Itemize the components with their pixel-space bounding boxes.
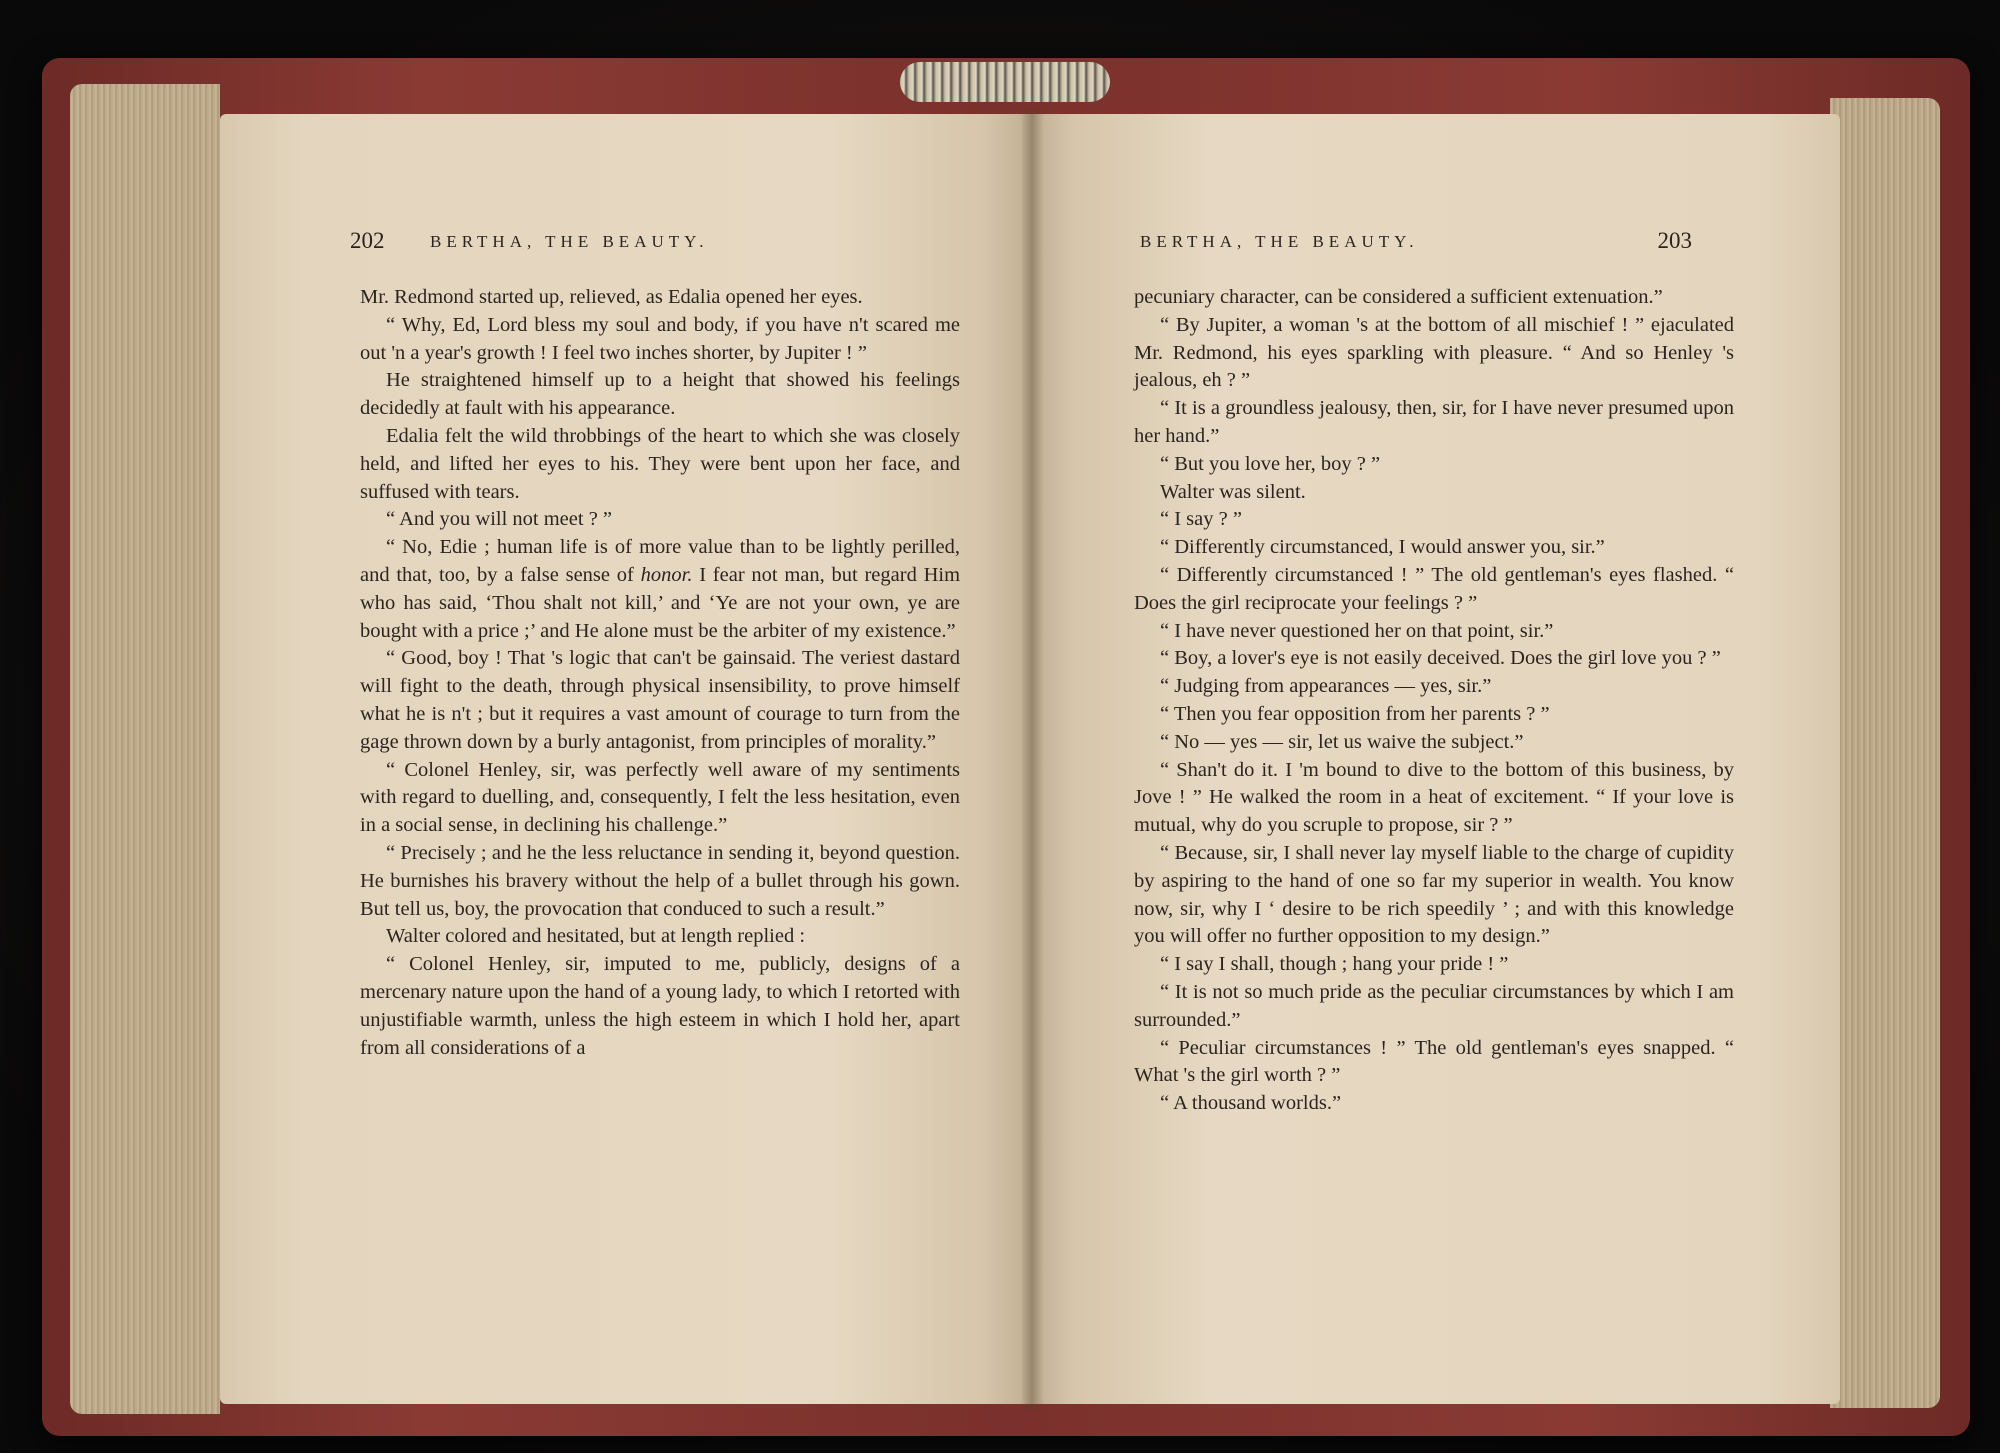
right-running-head: BERTHA, THE BEAUTY.	[1140, 232, 1419, 251]
paragraph-text: I fear not man, but regard Him who has said, ‘Thou shalt not kill,’ and ‘Ye are not your own, ye are bought with a price ;’ and He alone must be the arbiter of my existence.”	[360, 563, 961, 642]
paragraph: Walter was silent.	[1160, 480, 1306, 503]
paragraph: “ Colonel Henley, sir, imputed to me, publicly, designs of a mercenary nature upon the hand of a young lady, to which I retorted with unjustifiable warmth, unless the high esteem in which I hold her, apart from all considerations of a	[360, 953, 960, 1059]
right-page-text	[1134, 284, 1734, 1118]
paragraph: “ Judging from appearances — yes, sir.”	[1160, 675, 1492, 698]
paragraph: “ I have never questioned her on that point, sir.”	[1160, 619, 1554, 642]
paragraph: Mr. Redmond started up, relieved, as Edalia opened her eyes.	[360, 286, 863, 308]
left-page-number: 202	[350, 228, 385, 253]
paragraph: He straightened himself up to a height that showed his feelings decidedly at fault with his appearance.	[360, 369, 960, 420]
paragraph: Edalia felt the wild throbbings of the heart to which she was closely held, and lifted her eyes to his. They were bent upon her face, and suffused with tears.	[360, 424, 960, 503]
paragraph: “ Boy, a lover's eye is not easily deceived. Does the girl love you ? ”	[1160, 647, 1721, 670]
paragraph: “ Peculiar circumstances ! ” The old gentleman's eyes snapped. “ What 's the girl worth ? ”	[1134, 1036, 1734, 1087]
paragraph: “ Differently circumstanced, I would answer you, sir.”	[1160, 536, 1605, 559]
paragraph-text: “ No, Edie ; human life is of more value than to be lightly perilled, and that, too, by a false sense of	[360, 536, 960, 586]
right-page	[1032, 114, 1840, 1404]
page-gutter-shadow	[1020, 110, 1044, 1410]
paragraph: “ It is a groundless jealousy, then, sir, for I have never presumed upon her hand.”	[1134, 397, 1734, 447]
paragraph: “ A thousand worlds.”	[1160, 1092, 1342, 1115]
paragraph: “ Shan't do it. I 'm bound to dive to the bottom of this business, by Jove ! ” He walked the room in a heat of excitement. “ If your love is mutual, why do you scruple to propose, sir ? ”	[1134, 758, 1734, 837]
paragraph: “ Differently circumstanced ! ” The old gentleman's eyes flashed. “ Does the girl reciprocate your feelings ? ”	[1134, 563, 1734, 614]
right-page-edges	[1830, 98, 1940, 1408]
paragraph	[360, 534, 960, 645]
left-page-edges	[70, 84, 220, 1414]
paragraph: “ And you will not meet ? ”	[386, 508, 613, 531]
right-page-number: 203	[1657, 228, 1692, 253]
left-page-text	[360, 284, 960, 1062]
paragraph: “ No — yes — sir, let us waive the subject.”	[1160, 730, 1524, 753]
paragraph: “ Then you fear opposition from her parents ? ”	[1160, 702, 1550, 725]
paragraph: “ But you love her, boy ? ”	[1160, 452, 1381, 475]
paragraph: “ Colonel Henley, sir, was perfectly well aware of my sentiments with regard to duelling, and, consequently, I felt the less hesitation, even in a social sense, in declining his challenge.”	[360, 758, 960, 837]
paragraph: “ Good, boy ! That 's logic that can't be gainsaid. The veriest dastard will fight to the death, through physical insensibility, to prove himself what he is n't ; but it requires a vast amount of courage to turn from the gage thrown down by a burly antagonist, from principles of morality.”	[360, 647, 960, 753]
paragraph: pecuniary character, can be considered a sufficient extenuation.”	[1134, 286, 1663, 308]
paragraph: “ It is not so much pride as the peculiar circumstances by which I am surrounded.”	[1134, 980, 1734, 1031]
left-page	[220, 114, 1032, 1404]
book-spine-binding	[900, 62, 1110, 102]
left-running-head: BERTHA, THE BEAUTY.	[430, 232, 709, 251]
paragraph: “ Because, sir, I shall never lay myself liable to the charge of cupidity by aspiring to the hand of one so far my superior in wealth. You know now, sir, why I ‘ desire to be rich speedily ’ ; and with this knowledge you will offer no further opposition to my design.”	[1134, 841, 1734, 948]
paragraph: “ Precisely ; and he the less reluctance in sending it, beyond question. He burnishes his bravery without the help of a bullet through his gown. But tell us, boy, the provocation that conduced to such a result.”	[360, 841, 960, 920]
paragraph: “ Why, Ed, Lord bless my soul and body, if you have n't scared me out 'n a year's growth ! I feel two inches shorter, by Jupiter ! ”	[360, 313, 960, 364]
paragraph: “ By Jupiter, a woman 's at the bottom of all mischief ! ” ejaculated Mr. Redmond, his eyes sparkling with pleasure. “ And so Henley 's jealous, eh ? ”	[1134, 313, 1734, 392]
paragraph: Walter colored and hesitated, but at length replied :	[386, 925, 806, 948]
paragraph: “ I say ? ”	[1160, 508, 1242, 531]
paragraph: “ I say I shall, though ; hang your pride ! ”	[1160, 953, 1509, 976]
italic-word: honor.	[640, 563, 693, 586]
